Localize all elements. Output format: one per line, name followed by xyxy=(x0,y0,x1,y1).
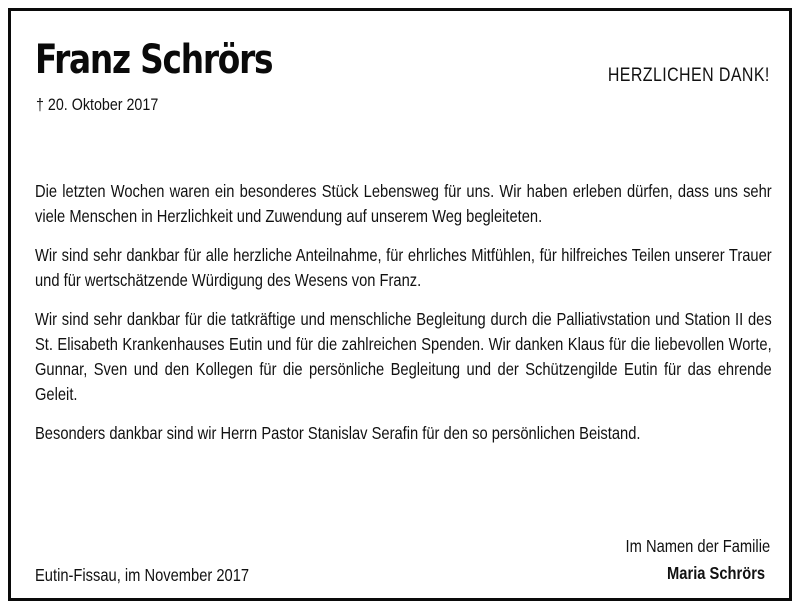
thanks-heading: HERZLICHEN DANK! xyxy=(608,65,770,86)
message-body xyxy=(35,179,772,460)
death-date: † 20. Oktober 2017 xyxy=(36,95,159,114)
place-and-date: Eutin-Fissau, im November 2017 xyxy=(35,565,250,585)
obituary-notice xyxy=(8,8,792,601)
signature-block xyxy=(625,533,770,587)
paragraph: Wir sind sehr dankbar für die tatkräftige und menschliche Begleitung durch die Palliativstation und Station II des St. Elisabeth Krankenhauses Eutin und für die zahlreichen Spenden. Wir danken Klaus für die liebevollen Worte, Gunnar, Sven und den Kollegen für die persönliche Begleitung und der Schützengilde Eutin für das ehrende Geleit. xyxy=(35,309,772,404)
signature-name: Maria Schrörs xyxy=(666,563,765,583)
paragraph: Die letzten Wochen waren ein besonderes Stück Lebensweg für uns. Wir haben erleben dürfen, dass uns sehr viele Menschen in Herzlichkeit und Zuwendung auf unserem Weg begleiteten. xyxy=(35,181,772,226)
paragraph: Besonders dankbar sind wir Herrn Pastor Stanislav Serafin für den so persönlichen Beistand. xyxy=(35,423,641,443)
signature-intro: Im Namen der Familie xyxy=(625,536,770,556)
deceased-name: Franz Schrörs xyxy=(35,37,273,83)
paragraph: Wir sind sehr dankbar für alle herzliche Anteilnahme, für ehrliches Mitfühlen, für hilfreiches Teilen unserer Trauer und für wertschätzende Würdigung des Wesens von Franz. xyxy=(35,245,772,290)
